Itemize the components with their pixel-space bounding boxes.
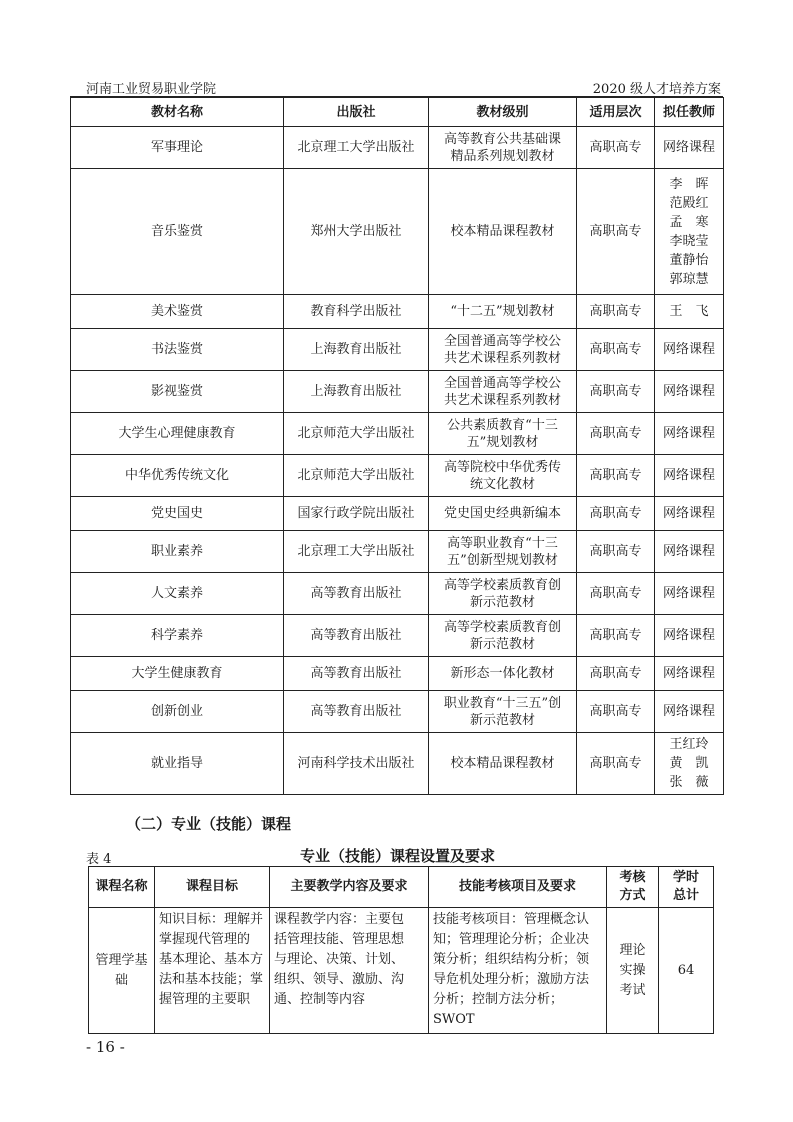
col-header-applicable-tier: 适用层次 [577,98,655,127]
col-header-course-goal: 课程目标 [155,867,270,908]
textbook-row [71,329,724,371]
textbook-level-cell [429,733,577,795]
publisher-cell: 河南科学技术出版社 [284,733,429,795]
teacher-name: 孟 寒 [669,214,709,230]
teacher-cell [655,497,724,531]
publisher-cell: 高等教育出版社 [284,615,429,657]
teacher-cell [655,573,724,615]
textbook-level-line: 新示范教材 [469,594,535,610]
section-title: （二）专业（技能）课程 [126,815,292,833]
teaching-content-line: 通、控制等内容 [274,992,366,1007]
applicable-tier-cell: 高职高专 [577,615,655,657]
teacher-name: 网络课程 [662,468,715,483]
applicable-tier-cell: 高职高专 [577,455,655,497]
textbook-level-cell [429,329,577,371]
textbook-level-line: 共艺术课程系列教材 [443,392,561,408]
teaching-content-cell [270,908,429,1034]
textbook-level-line: 高等教育公共基础课 [443,131,561,147]
textbook-row [71,615,724,657]
exam-header-line: 方式 [619,888,646,903]
textbook-level-line: 校本精品课程教材 [450,224,555,239]
publisher-cell: 高等教育出版社 [284,573,429,615]
textbook-name-cell: 美术鉴赏 [71,295,284,329]
textbook-level-line: 高等学校素质教育创 [443,619,561,635]
teacher-cell [655,413,724,455]
hours-header-line: 总计 [672,888,699,903]
textbook-level-line: 高等院校中华优秀传 [443,459,561,475]
textbook-name-cell: 就业指导 [71,733,284,795]
textbook-level-cell [429,615,577,657]
teaching-content-line: 与理论、决策、计划、 [274,952,405,967]
exam-method-line: 实操 [619,962,646,978]
textbook-level-line: “十二五”规划教材 [450,304,555,319]
applicable-tier-cell: 高职高专 [577,169,655,295]
course-name-line: 管理学基 [95,952,148,968]
textbook-row [71,573,724,615]
textbook-row [71,295,724,329]
teacher-cell [655,295,724,329]
textbook-row [71,497,724,531]
textbook-level-line: 全国普通高等学校公 [443,375,561,391]
applicable-tier-cell: 高职高专 [577,573,655,615]
textbook-name-cell: 音乐鉴赏 [71,169,284,295]
applicable-tier-cell: 高职高专 [577,733,655,795]
col-header-teacher: 拟任教师 [655,98,724,127]
applicable-tier-cell: 高职高专 [577,691,655,733]
publisher-cell: 国家行政学院出版社 [284,497,429,531]
textbook-level-line: 职业教育“十三五”创 [443,695,562,711]
textbook-level-cell [429,497,577,531]
col-header-total-hours [659,867,714,908]
teacher-cell [655,691,724,733]
teacher-name: 董静怡 [669,252,709,268]
textbook-name-cell: 职业素养 [71,531,284,573]
teacher-name: 网络课程 [662,506,715,521]
page-number: - 16 - [86,1038,125,1056]
textbook-name-cell: 大学生心理健康教育 [71,413,284,455]
teacher-name: 李 晖 [669,176,709,192]
textbook-level-cell [429,691,577,733]
applicable-tier-cell: 高职高专 [577,413,655,455]
course-row [89,908,714,1034]
teacher-name: 李晓莹 [669,233,709,249]
teaching-content-line: 组织、领导、激励、沟 [274,972,405,987]
textbook-level-cell [429,573,577,615]
exam-method-cell [607,908,659,1034]
textbook-level-cell [429,531,577,573]
teacher-cell [655,371,724,413]
textbook-level-line: 高等职业教育“十三 [447,535,558,551]
textbook-row [71,169,724,295]
teacher-cell [655,733,724,795]
textbook-level-cell [429,295,577,329]
teacher-name: 网络课程 [662,586,715,601]
publisher-cell: 高等教育出版社 [284,691,429,733]
skill-assessment-line: 知；管理理论分析；企业决 [433,932,590,947]
textbook-level-cell [429,455,577,497]
textbook-level-line: 统文化教材 [469,476,535,492]
applicable-tier-cell: 高职高专 [577,657,655,691]
col-header-publisher: 出版社 [284,98,429,127]
course-table-header [89,867,714,908]
textbook-name-cell: 书法鉴赏 [71,329,284,371]
textbook-row [71,657,724,691]
course-goal-line: 法和基本技能；掌 [159,972,264,987]
textbook-level-line: 党史国史经典新编本 [443,506,561,521]
teacher-name: 网络课程 [662,628,715,643]
textbook-name-cell: 大学生健康教育 [71,657,284,691]
textbook-level-cell [429,413,577,455]
textbook-table-header [71,98,724,127]
teacher-cell [655,329,724,371]
teacher-name: 网络课程 [662,140,715,155]
textbook-name-cell: 科学素养 [71,615,284,657]
textbook-level-line: 五”规划教材 [466,434,539,450]
textbook-row [71,691,724,733]
teacher-name: 网络课程 [662,704,715,719]
textbook-name-cell: 创新创业 [71,691,284,733]
teacher-cell [655,615,724,657]
applicable-tier-cell: 高职高专 [577,295,655,329]
course-goal-line: 掌握现代管理的 [159,932,251,947]
teacher-cell [655,657,724,691]
textbook-level-line: 校本精品课程教材 [450,756,555,771]
teacher-name: 网络课程 [662,666,715,681]
exam-header-line: 考核 [619,870,646,885]
exam-method-line: 理论 [619,942,646,958]
header-school-name: 河南工业贸易职业学院 [86,82,217,97]
publisher-cell: 高等教育出版社 [284,657,429,691]
teacher-name: 网络课程 [662,544,715,559]
applicable-tier-cell: 高职高专 [577,497,655,531]
textbook-row [71,127,724,169]
teacher-cell [655,531,724,573]
textbook-name-cell: 军事理论 [71,127,284,169]
col-header-textbook-level: 教材级别 [429,98,577,127]
textbook-level-line: 新示范教材 [469,712,535,728]
teacher-name: 黄 凯 [669,756,709,771]
textbook-name-cell: 影视鉴赏 [71,371,284,413]
course-name-cell [89,908,155,1034]
table-caption: 专业（技能）课程设置及要求 [300,847,496,865]
table-number: 表 4 [86,852,112,867]
textbook-name-cell: 党史国史 [71,497,284,531]
textbook-row [71,413,724,455]
skill-assessment-line: 技能考核项目：管理概念认 [433,912,590,927]
teacher-name: 王红玲 [669,737,709,752]
publisher-cell: 北京理工大学出版社 [284,531,429,573]
publisher-cell: 北京师范大学出版社 [284,413,429,455]
textbook-level-line: 高等学校素质教育创 [443,577,561,593]
skill-assessment-line: 策分析；组织结构分析；领 [433,952,590,967]
course-name-line: 础 [114,972,128,988]
textbook-row [71,733,724,795]
applicable-tier-cell: 高职高专 [577,531,655,573]
textbook-level-line: 新示范教材 [469,636,535,652]
textbook-table [70,97,724,795]
publisher-cell: 郑州大学出版社 [284,169,429,295]
teacher-name: 王 飞 [669,304,709,319]
teacher-name: 张 薇 [669,775,709,790]
publisher-cell: 上海教育出版社 [284,329,429,371]
textbook-level-cell [429,127,577,169]
applicable-tier-cell: 高职高专 [577,371,655,413]
textbook-level-line: 全国普通高等学校公 [443,333,561,349]
textbook-level-line: 共艺术课程系列教材 [443,350,561,366]
publisher-cell: 北京师范大学出版社 [284,455,429,497]
total-hours-cell: 64 [659,908,714,1034]
textbook-row [71,455,724,497]
course-goal-cell [155,908,270,1034]
teacher-name: 范殿红 [669,195,709,211]
professional-course-table [88,866,714,1034]
textbook-name-cell: 中华优秀传统文化 [71,455,284,497]
teaching-content-line: 括管理技能、管理思想 [274,932,405,947]
teacher-cell [655,169,724,295]
textbook-name-cell: 人文素养 [71,573,284,615]
teacher-name: 网络课程 [662,426,715,441]
textbook-level-line: 新形态一体化教材 [450,666,555,681]
teacher-name: 郭琼慧 [669,271,709,287]
header-plan-title: 2020 级人才培养方案 [592,82,721,97]
hours-header-line: 学时 [672,870,699,885]
teacher-name: 网络课程 [662,384,715,399]
col-header-teaching-content: 主要教学内容及要求 [270,867,429,908]
course-goal-line: 知识目标：理解并 [159,912,264,927]
exam-method-line: 考试 [619,982,646,998]
textbook-level-line: 精品系列规划教材 [450,148,555,164]
applicable-tier-cell: 高职高专 [577,329,655,371]
textbook-level-cell [429,169,577,295]
skill-assessment-line: 分析；控制方法分析；SWOT [433,992,564,1027]
publisher-cell: 上海教育出版社 [284,371,429,413]
col-header-course-name: 课程名称 [89,867,155,908]
textbook-level-cell [429,657,577,691]
applicable-tier-cell: 高职高专 [577,127,655,169]
publisher-cell: 北京理工大学出版社 [284,127,429,169]
teacher-cell [655,455,724,497]
teaching-content-line: 课程教学内容：主要包 [274,912,405,927]
skill-assessment-cell [429,908,607,1034]
textbook-level-cell [429,371,577,413]
textbook-level-line: 公共素质教育“十三 [447,417,558,433]
col-header-exam-method [607,867,659,908]
teacher-name: 网络课程 [662,342,715,357]
textbook-row [71,531,724,573]
course-goal-line: 基本理论、基本方 [159,952,264,967]
course-goal-line: 握管理的主要职 [159,992,251,1007]
col-header-skill-assessment: 技能考核项目及要求 [429,867,607,908]
skill-assessment-line: 导危机处理分析；激励方法 [433,972,590,987]
publisher-cell: 教育科学出版社 [284,295,429,329]
teacher-cell [655,127,724,169]
textbook-level-line: 五”创新型规划教材 [447,552,558,568]
textbook-row [71,371,724,413]
col-header-textbook-name: 教材名称 [71,98,284,127]
